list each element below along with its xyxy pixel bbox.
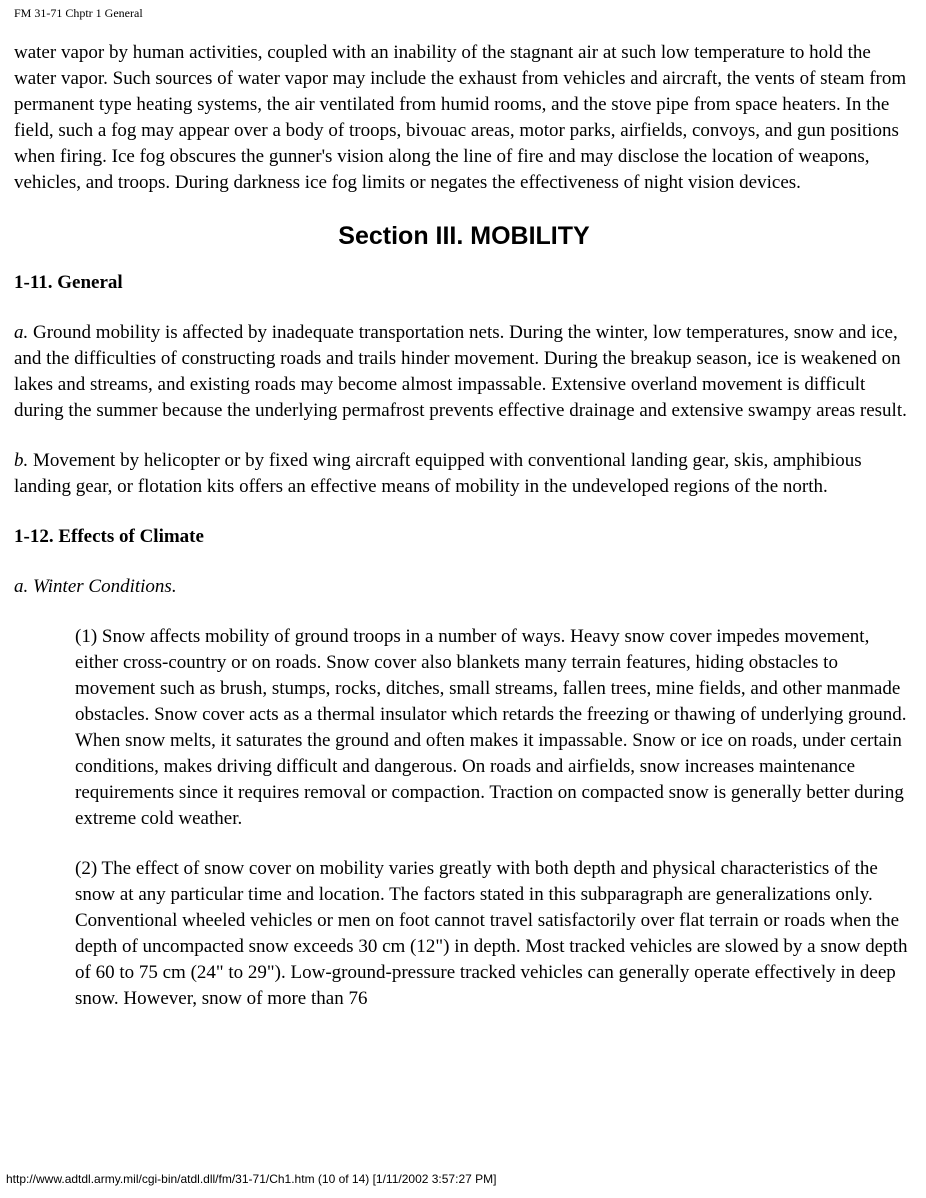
paragraph-text-b: Movement by helicopter or by fixed wing aircraft equipped with conventional landing gear, skis, amphibious landing gear, or flotation kits offers an effective means of mobility in the undeveloped regions of the north. <box>14 450 862 497</box>
winter-paragraph-2: (2) The effect of snow cover on mobility varies greatly with both depth and physical characteristics of the snow at any particular time and location. The factors stated in this subparagraph are generalizations only. Conventional wheeled vehicles or men on foot cannot travel satisfactorily over flat terrain or roads when the depth of uncompacted snow exceeds 30 cm (12") in depth. Most tracked vehicles are slowed by a snow depth of 60 to 75 cm (24" to 29"). Low-ground-pressure tracked vehicles can generally operate effectively in deep snow. However, snow of more than 76 <box>75 858 908 1009</box>
section-title: Section III. MOBILITY <box>338 222 590 250</box>
general-paragraph-a <box>14 320 914 424</box>
paragraph-label-a: a. <box>14 322 29 343</box>
general-paragraph-b <box>14 448 914 500</box>
paragraph-label-b: b. <box>14 450 29 471</box>
heading-effects-of-climate: 1-12. Effects of Climate <box>14 526 204 547</box>
paragraph-text-a: Ground mobility is affected by inadequate transportation nets. During the winter, low temperatures, snow and ice, and the difficulties of constructing roads and trails hinder movement. During the breakup season, ice is weakened on lakes and streams, and existing roads may become almost impassable. Extensive overland movement is difficult during the summer because the underlying permafrost prevents effective drainage and extensive swampy areas result. <box>14 322 907 421</box>
winter-paragraph-1: (1) Snow affects mobility of ground troops in a number of ways. Heavy snow cover impedes movement, either cross-country or on roads. Snow cover also blankets many terrain features, hiding obstacles to movement such as brush, stumps, rocks, ditches, small streams, fallen trees, mine fields, and other manmade obstacles. Snow cover acts as a thermal insulator which retards the freezing or thawing of underlying ground. When snow melts, it saturates the ground and often makes it impassable. Snow or ice on roads, under certain conditions, makes driving difficult and dangerous. On roads and airfields, snow increases maintenance requirements since it requires removal or compaction. Traction on compacted snow is generally better during extreme cold weather. <box>75 626 907 829</box>
page-footer-url: http://www.adtdl.army.mil/cgi-bin/atdl.dll/fm/31-71/Ch1.htm (10 of 14) [1/11/2002 3:57:27 PM] <box>6 1172 497 1186</box>
heading-general: 1-11. General <box>14 272 123 293</box>
page-header: FM 31-71 Chptr 1 General <box>14 6 143 20</box>
subheading-winter-conditions: a. Winter Conditions. <box>14 576 177 597</box>
intro-paragraph: water vapor by human activities, coupled with an inability of the stagnant air at such low temperature to hold the water vapor. Such sources of water vapor may include the exhaust from vehicles and aircraft, the vents of steam from permanent type heating systems, the air ventilated from humid rooms, and the stove pipe from space heaters. In the field, such a fog may appear over a body of troops, bivouac areas, motor parks, airfields, convoys, and gun positions when firing. Ice fog obscures the gunner's vision along the line of fire and may disclose the location of weapons, vehicles, and troops. During darkness ice fog limits or negates the effectiveness of night vision devices. <box>14 42 907 193</box>
document-body <box>14 40 914 1036</box>
